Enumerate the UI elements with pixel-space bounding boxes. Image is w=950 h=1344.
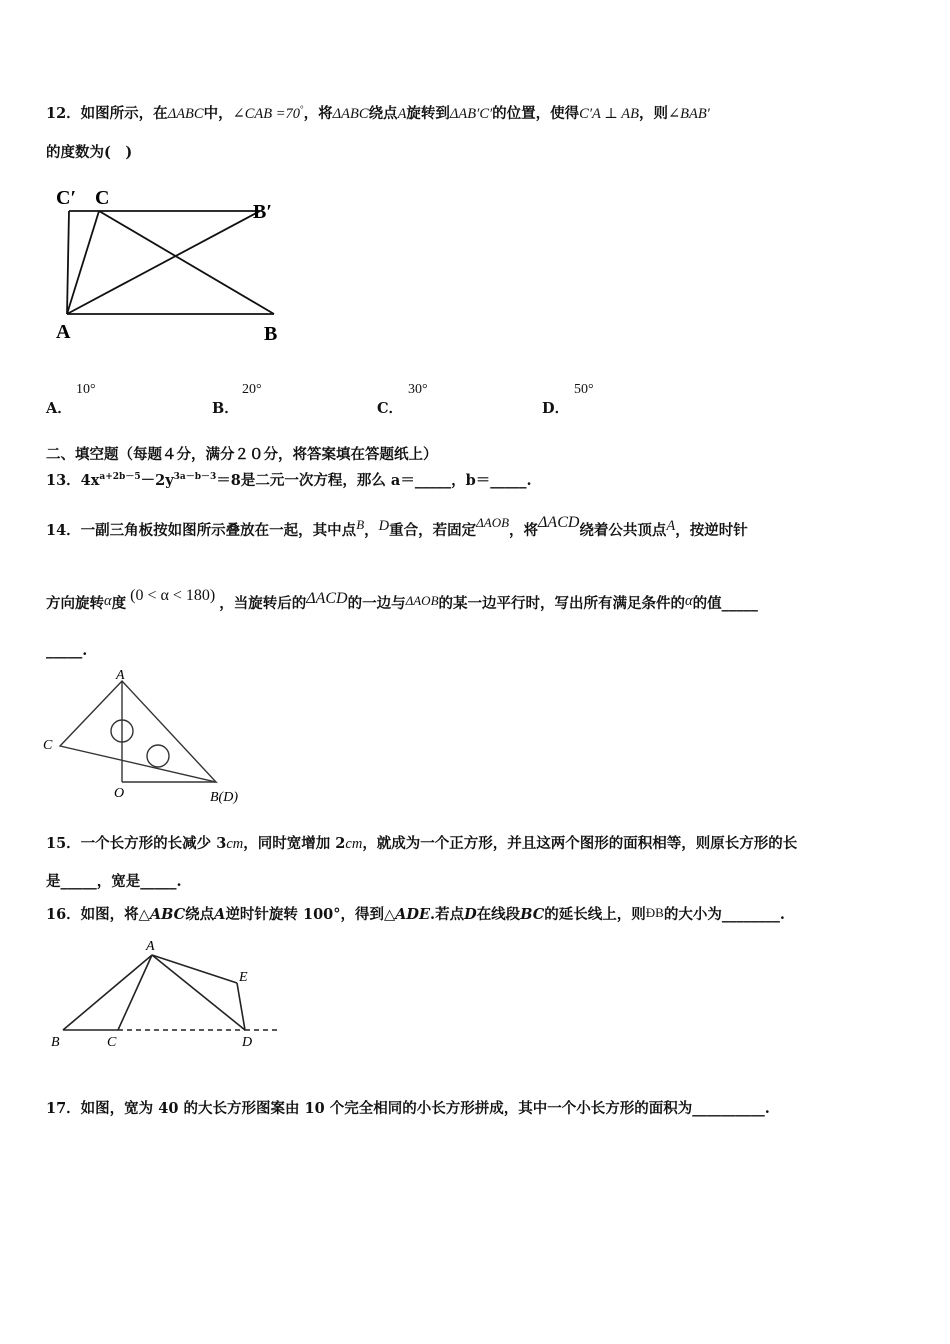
q12-figure-lines [67, 211, 274, 314]
q12-label-b: B [264, 323, 278, 345]
q15-blank-width[interactable]: _____ [140, 873, 177, 890]
q12-figure [48, 182, 298, 347]
q16-blank[interactable]: ________ [721, 906, 780, 923]
q14-label-o: O [114, 786, 125, 801]
q12-target-angle: ∠BAB′ [667, 106, 710, 122]
q13-line: 13．$4x^{a+2b-5}-2y^{3a-b-3}=8$是二元一次方程，那么 a＝_____，b＝_____. [46, 472, 532, 489]
q12-angle-cab: ∠CAB =70 [232, 106, 301, 122]
q12-option-d-letter: D． [542, 400, 570, 417]
q14-label-c: C [43, 738, 53, 753]
q16-label-d: D [242, 1035, 253, 1050]
q14-blank-part2[interactable]: _____. [46, 642, 88, 659]
q12-option-b-value: 20° [242, 382, 262, 397]
q12-line2: 的度数为( ) [46, 144, 133, 161]
q16-line: 16．如图，将△ABC绕点A逆时针旋转 100°，得到△ADE.若点D在线段BC的延长线上，则ÐB的大小为________. [46, 905, 785, 923]
q16-label-b: B [51, 1035, 60, 1050]
q15-line1: 15．一个长方形的长减少 3cm，同时宽增加 2cm，就成为一个正方形，并且这两个图形的面积相等，则原长方形的长 [46, 835, 798, 852]
q16-label-e: E [239, 970, 248, 985]
q14-circle-2 [147, 745, 169, 767]
q16-figure [45, 935, 285, 1053]
q14-label-a: A [116, 668, 125, 683]
q14-figure-lines [60, 681, 216, 782]
q12-option-b-letter: B． [212, 400, 239, 417]
q16-label-c: C [107, 1035, 117, 1050]
q15-blank-length[interactable]: _____ [60, 873, 97, 890]
q12-option-a-letter: A． [46, 400, 72, 417]
q12-label-c-prime: C′ [56, 187, 77, 209]
q12-label-c: C [95, 187, 110, 209]
q17-blank[interactable]: __________ [692, 1100, 765, 1117]
q12-label-a: A [56, 321, 71, 343]
q12-label-b-prime: B′ [253, 201, 272, 223]
q15-line2: 是_____，宽是_____. [46, 873, 182, 890]
section2-title: 二、填空题（每题４分，满分２０分，将答案填在答题纸上） [46, 446, 438, 463]
q14-blank-part1[interactable]: _____ [721, 595, 758, 612]
q16-label-a: A [146, 939, 155, 954]
q14-range: (0 < α < 180) [130, 587, 216, 604]
q14-line2: 方向旋转α度 (0 < α < 180) ，当旋转后的ΔACD的一边与ΔAOB的某一边平行时，写出所有满足条件的α的值_____ [46, 587, 758, 612]
q13-blank-b[interactable]: _____ [490, 472, 527, 489]
q12-perpendicular: C′A ⊥ AB [579, 106, 639, 122]
q14-line1: 14．一副三角板按如图所示叠放在一起，其中点B，D重合，若固定ΔAOB，将ΔACD绕着公共顶点A，按逆时针 [46, 514, 748, 539]
q13-blank-a[interactable]: _____ [414, 472, 452, 489]
q14-figure [40, 665, 260, 810]
q12-line1: 12．如图所示，在ΔABC中，∠CAB =70°，将ΔABC绕点A旋转到ΔAB′C′的位置，使得C′A ⊥ AB，则∠BAB′ [46, 104, 710, 122]
q17-line: 17．如图，宽为 40 的大长方形图案由 10 个完全相同的小长方形拼成，其中一个小长方形的面积为__________. [46, 1100, 770, 1117]
q16-figure-lines [63, 955, 278, 1030]
q12-option-c-value: 30° [408, 382, 428, 397]
q12-triangle-abc: ΔABC [167, 106, 204, 122]
q14-label-bd: B(D) [210, 790, 238, 805]
q12-option-c-letter: C． [377, 400, 404, 417]
q12-option-a-value: 10° [76, 382, 96, 397]
q12-option-d-value: 50° [574, 382, 594, 397]
